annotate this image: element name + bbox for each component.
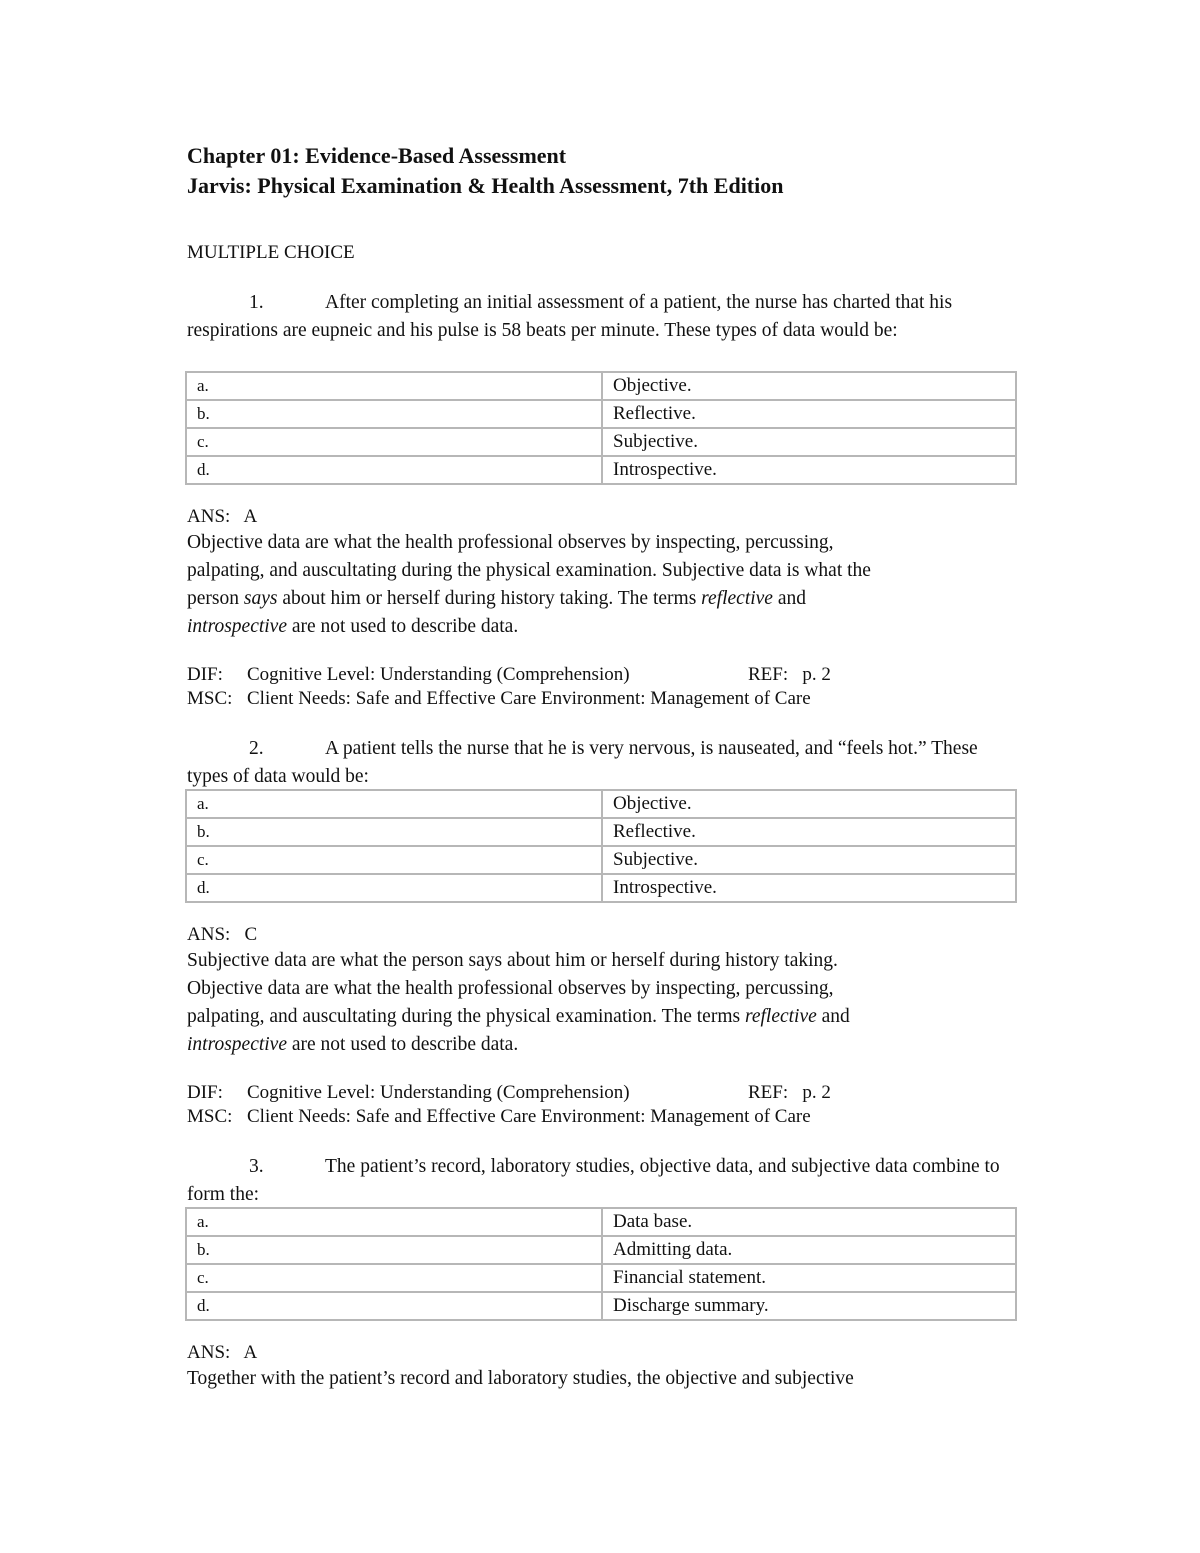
answer-value: A	[243, 1342, 258, 1363]
choice-letter: a.	[186, 1208, 602, 1236]
choice-text: Data base.	[602, 1208, 1016, 1236]
choice-letter: a.	[186, 372, 602, 400]
choice-text: Introspective.	[602, 874, 1016, 902]
ref-value: p. 2	[802, 664, 831, 685]
choice-text: Subjective.	[602, 428, 1016, 456]
rationale-line: introspective are not used to describe data.	[187, 616, 519, 637]
choices-table-3	[185, 1207, 1017, 1321]
answer-line	[187, 504, 257, 530]
dif-line	[187, 1081, 831, 1105]
msc-line	[187, 687, 811, 711]
rationale-line: Subjective data are what the person says about him or herself during history taking.	[187, 950, 838, 971]
rationale-line: palpating, and auscultating during the physical examination. Subjective data is what the	[187, 560, 871, 581]
ref-value: p. 2	[802, 1082, 831, 1103]
rationale-1	[187, 529, 1027, 641]
choice-row[interactable]	[186, 846, 1016, 874]
choice-letter: d.	[186, 456, 602, 484]
question-2	[187, 735, 1017, 791]
ref-label: REF:	[748, 1082, 789, 1103]
rationale-line: Together with the patient’s record and laboratory studies, the objective and subjective	[187, 1368, 854, 1389]
question-3	[187, 1153, 1017, 1209]
choice-letter: a.	[186, 790, 602, 818]
chapter-title: Chapter 01: Evidence-Based Assessment	[187, 143, 567, 168]
rationale-3	[187, 1365, 1027, 1393]
choice-text: Objective.	[602, 790, 1016, 818]
choice-text: Subjective.	[602, 846, 1016, 874]
choice-row[interactable]	[186, 456, 1016, 484]
question-1	[187, 289, 1017, 345]
choice-letter: c.	[186, 846, 602, 874]
choice-letter: c.	[186, 428, 602, 456]
choice-row[interactable]	[186, 790, 1016, 818]
answer-label: ANS:	[187, 924, 231, 945]
choices-table-1	[185, 371, 1017, 485]
choices-table-2	[185, 789, 1017, 903]
choice-row[interactable]	[186, 818, 1016, 846]
choice-row[interactable]	[186, 1292, 1016, 1320]
answer-label: ANS:	[187, 1342, 231, 1363]
choice-text: Discharge summary.	[602, 1292, 1016, 1320]
choice-text: Introspective.	[602, 456, 1016, 484]
answer-value: A	[243, 506, 258, 527]
rationale-line: palpating, and auscultating during the physical examination. The terms reflective and	[187, 1006, 850, 1027]
ref-group	[748, 1081, 831, 1105]
ref-label: REF:	[748, 664, 789, 685]
msc-label: MSC:	[187, 1106, 233, 1127]
dif-value: Cognitive Level: Understanding (Comprehension)	[247, 1082, 630, 1103]
msc-value: Client Needs: Safe and Effective Care Environment: Management of Care	[247, 1106, 811, 1127]
choice-row[interactable]	[186, 428, 1016, 456]
section-label: MULTIPLE CHOICE	[187, 242, 355, 263]
msc-label: MSC:	[187, 688, 233, 709]
answer-line	[187, 1340, 257, 1366]
choice-letter: b.	[186, 818, 602, 846]
rationale-line: introspective are not used to describe data.	[187, 1034, 519, 1055]
msc-value: Client Needs: Safe and Effective Care Environment: Management of Care	[247, 688, 811, 709]
rationale-line: person says about him or herself during history taking. The terms reflective and	[187, 588, 806, 609]
choice-letter: b.	[186, 1236, 602, 1264]
msc-line	[187, 1105, 811, 1129]
choice-letter: d.	[186, 874, 602, 902]
answer-label: ANS:	[187, 506, 231, 527]
question-text: After completing an initial assessment of a patient, the nurse has charted that his respirations are eupneic and his pulse is 58 beats per minute. These types of data would be:	[187, 292, 953, 341]
rationale-line: Objective data are what the health professional observes by inspecting, percussing,	[187, 978, 834, 999]
answer-line	[187, 922, 257, 948]
ref-group	[748, 663, 831, 687]
answer-value: C	[244, 924, 258, 945]
dif-value: Cognitive Level: Understanding (Comprehension)	[247, 664, 630, 685]
choice-text: Reflective.	[602, 400, 1016, 428]
dif-label: DIF:	[187, 664, 223, 685]
rationale-2	[187, 947, 1027, 1059]
choice-row[interactable]	[186, 874, 1016, 902]
dif-line	[187, 663, 831, 687]
choice-row[interactable]	[186, 1264, 1016, 1292]
choice-text: Admitting data.	[602, 1236, 1016, 1264]
choice-letter: c.	[186, 1264, 602, 1292]
dif-label: DIF:	[187, 1082, 223, 1103]
choice-row[interactable]	[186, 1208, 1016, 1236]
choice-text: Reflective.	[602, 818, 1016, 846]
book-title: Jarvis: Physical Examination & Health Assessment, 7th Edition	[187, 173, 784, 198]
question-number: 1.	[249, 292, 264, 313]
question-text: A patient tells the nurse that he is very nervous, is nauseated, and “feels hot.” These types of data would be:	[187, 738, 978, 787]
choice-letter: d.	[186, 1292, 602, 1320]
choice-text: Financial statement.	[602, 1264, 1016, 1292]
question-number: 2.	[249, 738, 264, 759]
choice-row[interactable]	[186, 372, 1016, 400]
choice-row[interactable]	[186, 400, 1016, 428]
question-text: The patient’s record, laboratory studies, objective data, and subjective data combine to form the:	[187, 1156, 1000, 1205]
choice-letter: b.	[186, 400, 602, 428]
rationale-line: Objective data are what the health professional observes by inspecting, percussing,	[187, 532, 834, 553]
choice-text: Objective.	[602, 372, 1016, 400]
choice-row[interactable]	[186, 1236, 1016, 1264]
question-number: 3.	[249, 1156, 264, 1177]
